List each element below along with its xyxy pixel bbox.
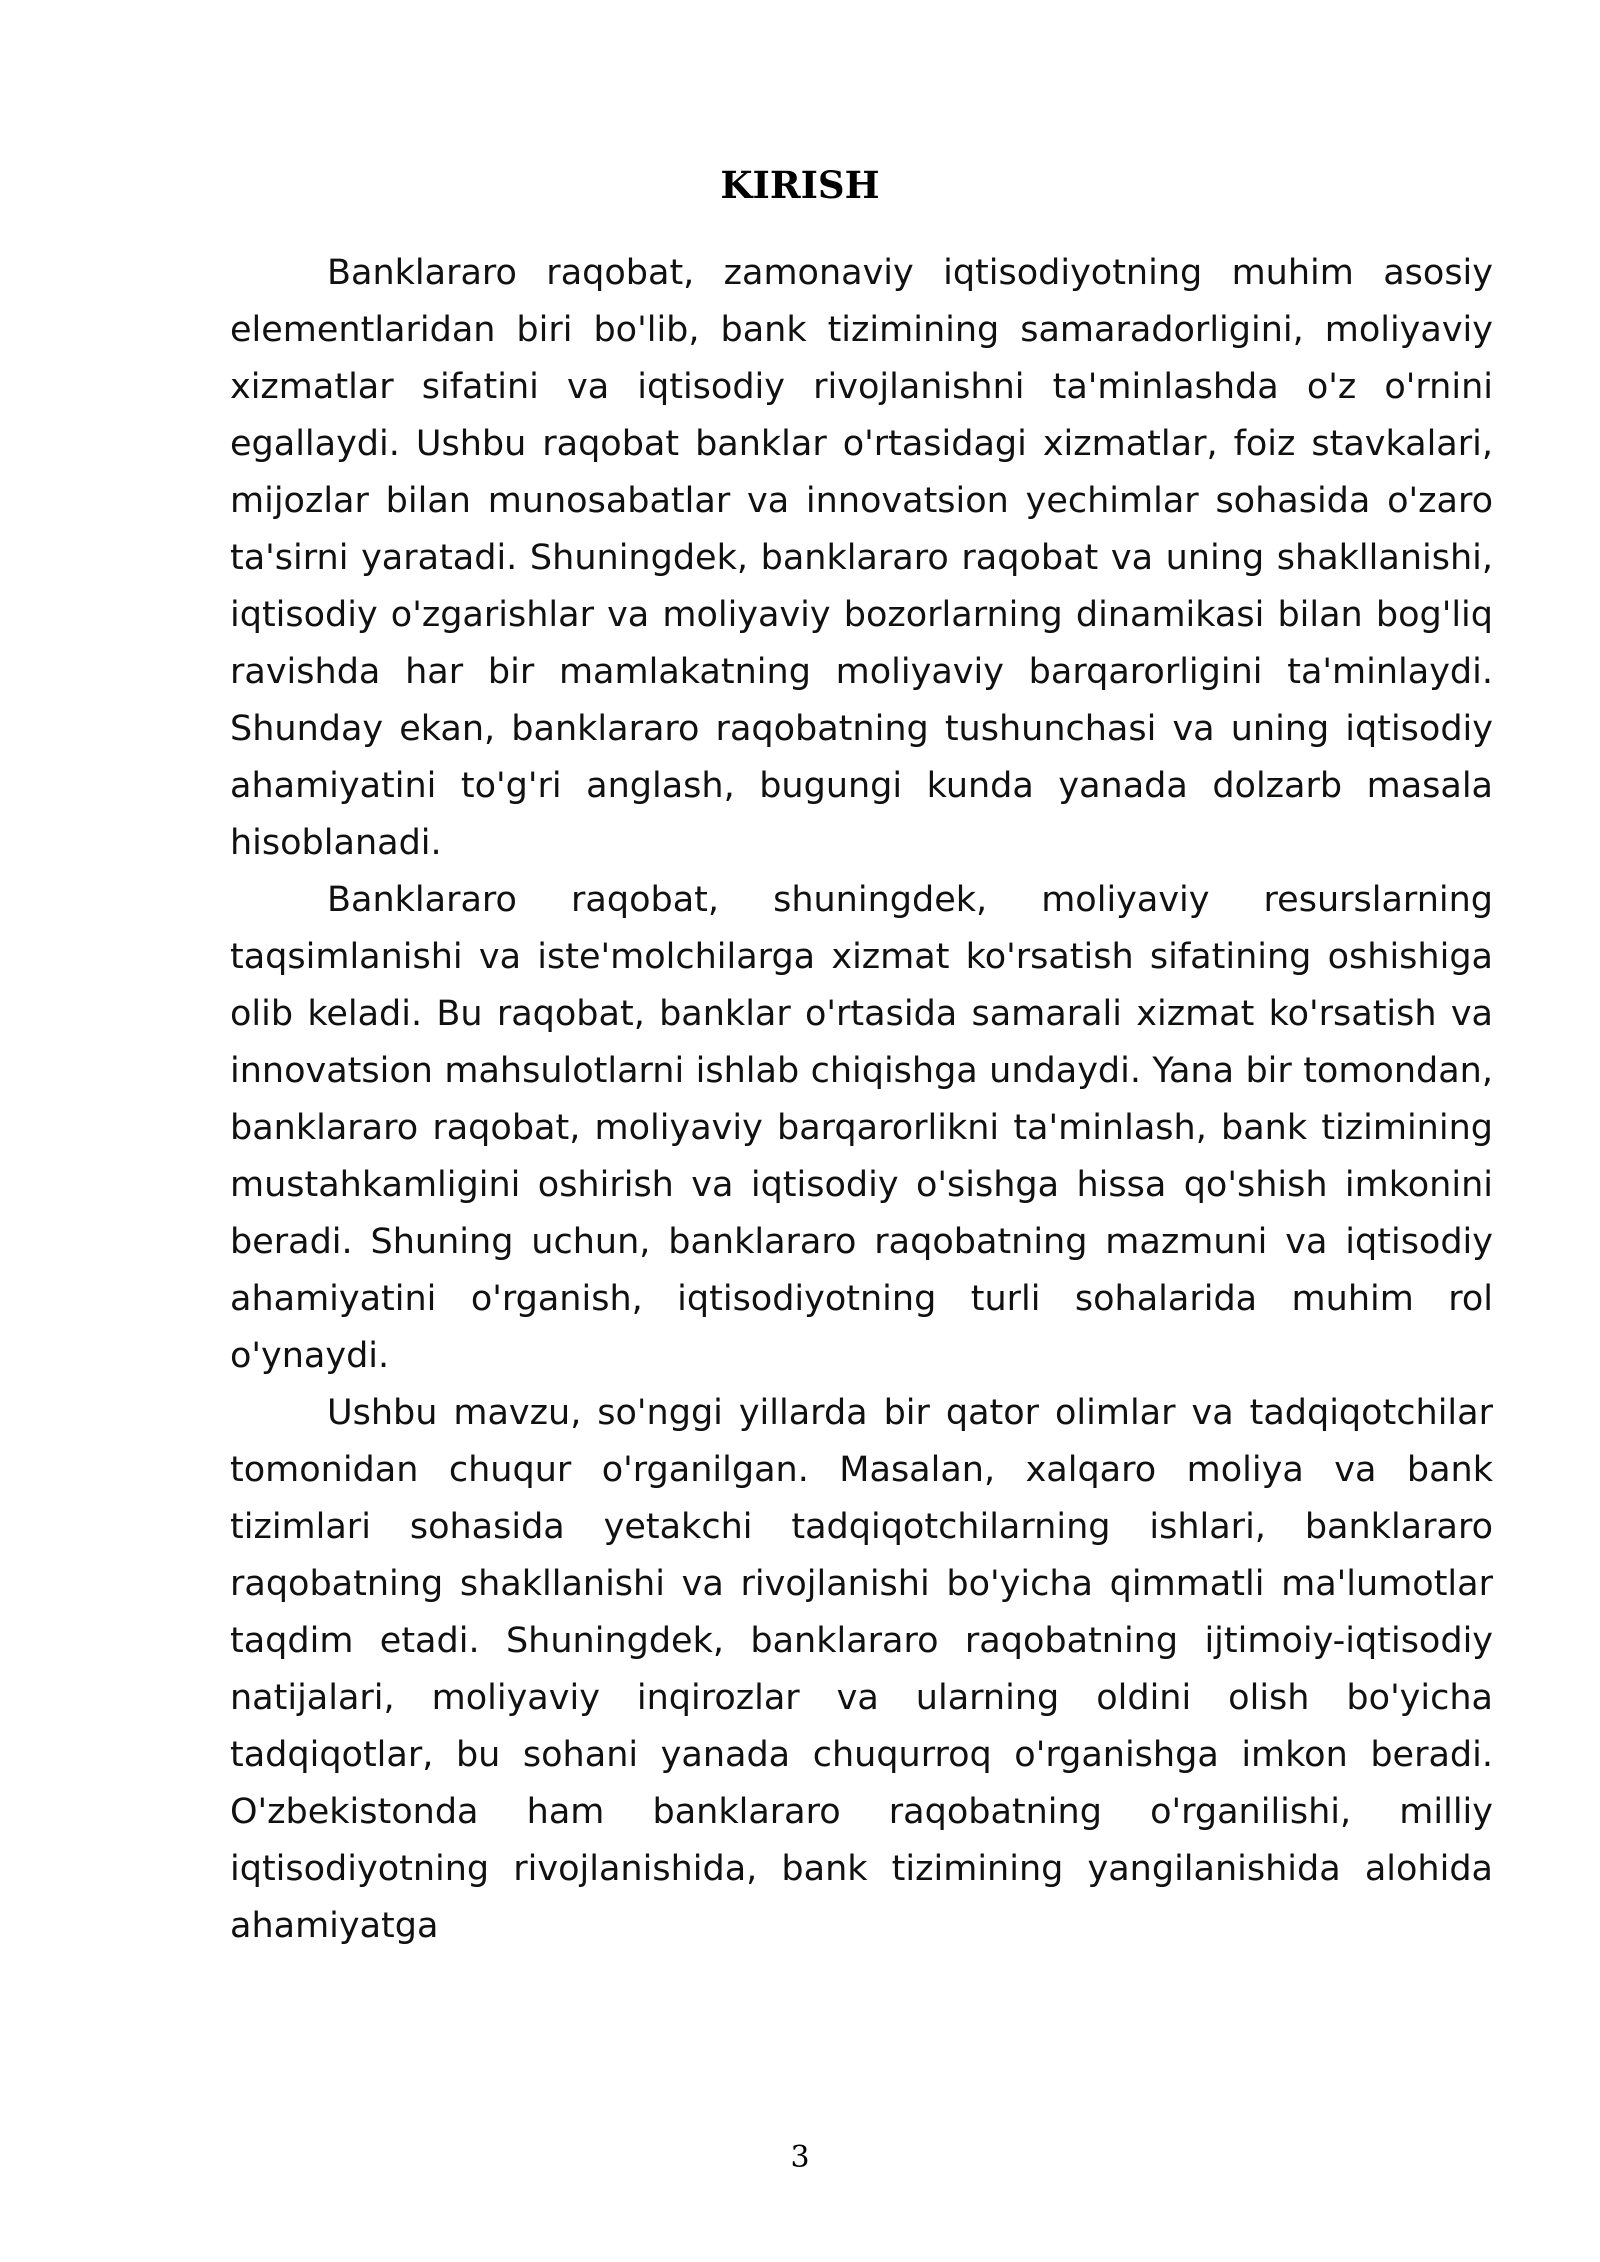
paragraph-2: Banklararo raqobat, shuningdek, moliyaviy resurslarning taqsimlanishi va iste'molchilarga xizmat ko'rsatish sifatining oshishiga olib keladi. Bu raqobat, banklar o'rtasida samarali xizmat ko'rsatish va innovatsion mahsulotlarni ishlab chiqishga undaydi. Yana bir tomondan, banklararo raqobat, moliyaviy barqarorlikni ta'minlash, bank tizimining mustahkamligini oshirish va iqtisodiy o'sishga hissa qo'shish imkonini beradi. Shuning uchun, banklararo raqobatning mazmuni va iqtisodiy ahamiyatini o'rganish, iqtisodiyotning turli sohalarida muhim rol o'ynaydi.: [230, 880, 1493, 1376]
paragraph-3: Ushbu mavzu, so'nggi yillarda bir qator olimlar va tadqiqotchilar tomonidan chuqur o'rganilgan. Masalan, xalqaro moliya va bank tizimlari sohasida yetakchi tadqiqotchilarning ishlari, banklararo raqobatning shakllanishi va rivojlanishi bo'yicha qimmatli ma'lumotlar taqdim etadi. Shuningdek, banklararo raqobatning ijtimoiy-iqtisodiy natijalari, moliyaviy inqirozlar va ularning oldini olish bo'yicha tadqiqotlar, bu sohani yanada chuqurroq o'rganishga imkon beradi. O'zbekistonda ham banklararo raqobatning o'rganilishi, milliy iqtisodiyotning rivojlanishida, bank tizimining yangilanishida alohida ahamiyatga: [230, 1393, 1493, 1946]
page-number: 3: [790, 2140, 810, 2175]
paragraph-1: Banklararo raqobat, zamonaviy iqtisodiyotning muhim asosiy elementlaridan biri bo'lib, bank tizimining samaradorligini, moliyaviy xizmatlar sifatini va iqtisodiy rivojlanishni ta'minlashda o'z o'rnini egallaydi. Ushbu raqobat banklar o'rtasidagi xizmatlar, foiz stavkalari, mijozlar bilan munosabatlar va innovatsion yechimlar sohasida o'zaro ta'sirni yaratadi. Shuningdek, banklararo raqobat va uning shakllanishi, iqtisodiy o'zgarishlar va moliyaviy bozorlarning dinamikasi bilan bog'liq ravishda har bir mamlakatning moliyaviy barqarorligini ta'minlaydi. Shunday ekan, banklararo raqobatning tushunchasi va uning iqtisodiy ahamiyatini to'g'ri anglash, bugungi kunda yanada dolzarb masala hisoblanadi.: [230, 253, 1493, 863]
section-heading: KIRISH: [720, 163, 880, 207]
body-text: [230, 245, 1493, 1955]
